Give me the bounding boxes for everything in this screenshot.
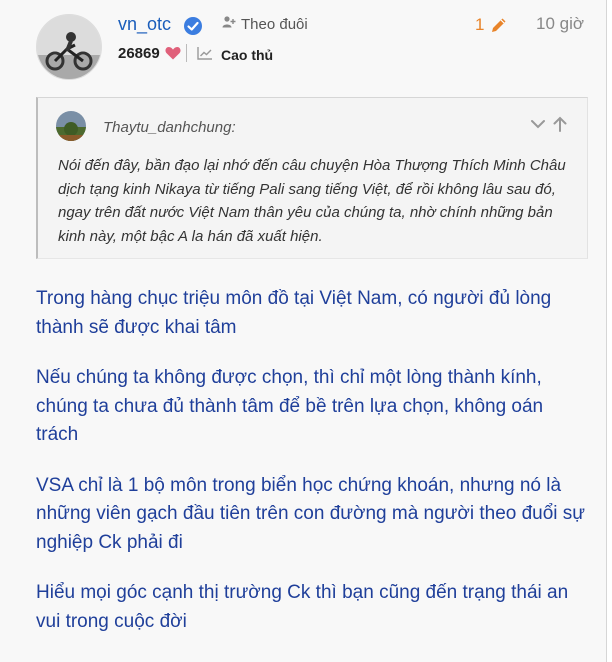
quote-author-avatar[interactable] [56, 111, 86, 141]
follow-label: Theo đuôi [241, 15, 308, 33]
heart-icon [165, 46, 181, 65]
edit-count[interactable]: 1 [475, 15, 485, 34]
quote-text: Nói đến đây, bần đạo lại nhớ đến câu chuyện Hòa Thượng Thích Minh Châu dịch tạng kinh Nikaya từ tiếng Pali sang tiếng Việt, để rồi không lâu sau đó, ngay trên đất nước Việt Nam thân yêu của chúng ta, nhờ chính những bản kinh này, một bậc A la hán đã xuất hiện. [58, 157, 566, 245]
quote-author[interactable]: Thaytu_danhchung: [103, 119, 236, 136]
chart-icon [197, 46, 213, 65]
chevron-down-icon[interactable] [530, 117, 546, 135]
quote-block [36, 97, 588, 259]
follow-button[interactable] [222, 15, 308, 33]
post-paragraph: Nếu chúng ta không được chọn, thì chỉ một lòng thành kính, chúng ta chưa đủ thành tâm để bề trên lựa chọn, không oán trách [36, 367, 544, 445]
stat-divider [186, 44, 187, 62]
pencil-icon[interactable] [489, 15, 509, 40]
post-paragraph: VSA chỉ là 1 bộ môn trong biển học chứng khoán, nhưng nó là những viên gạch đầu tiên trên con đường mà người theo đuổi sự nghiệp Ck phải đi [36, 474, 586, 553]
author-username[interactable]: vn_otc [118, 14, 172, 34]
author-rank: Cao thủ [221, 47, 274, 63]
arrow-up-icon[interactable] [553, 116, 567, 137]
post-body [36, 285, 586, 658]
verified-check-icon [183, 16, 203, 36]
likes-count: 26869 [118, 45, 160, 62]
author-avatar[interactable] [36, 14, 102, 80]
post-paragraph: Hiểu mọi góc cạnh thị trường Ck thì bạn cũng đến trạng thái an vui trong cuộc đời [36, 582, 569, 632]
page-edge [607, 0, 612, 662]
post-paragraph: Trong hàng chục triệu môn đồ tại Việt Nam, có người đủ lòng thành sẽ được khai tâm [36, 288, 552, 338]
person-plus-icon [222, 15, 236, 33]
post-timestamp: 10 giờ [536, 14, 585, 33]
